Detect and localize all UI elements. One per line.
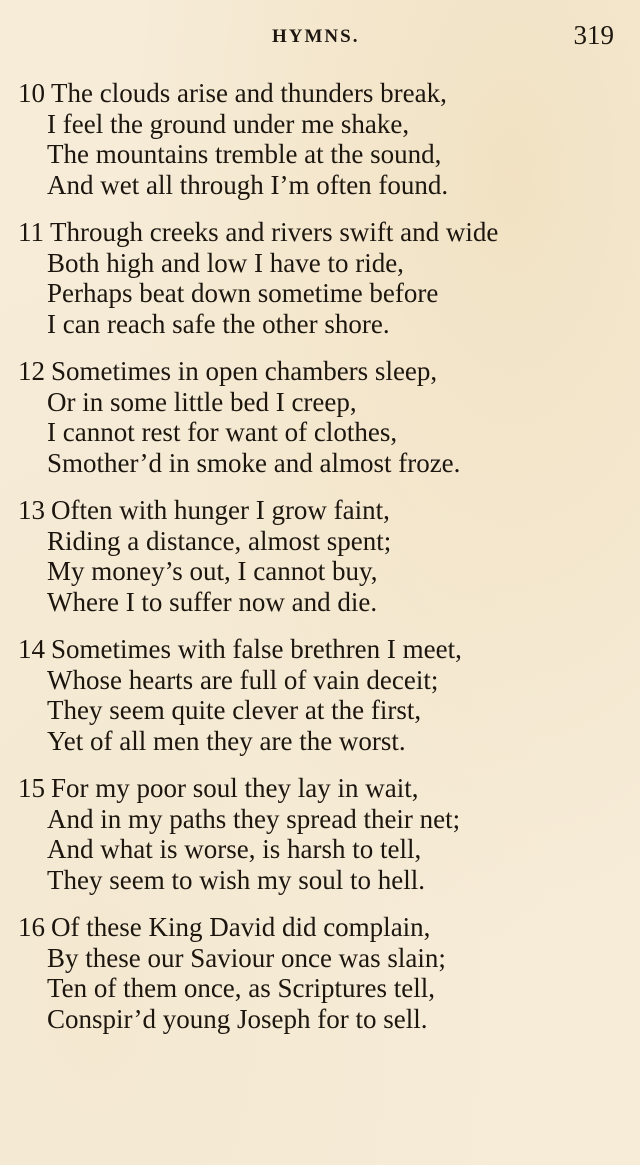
verse-line: For my poor soul they lay in wait, [51,773,419,803]
verse-line: Sometimes with false brethren I meet, [51,634,462,664]
stanza-number: 15 [18,773,45,803]
stanza-number: 12 [18,356,45,386]
verse-line: Where I to suffer now and die. [47,586,378,617]
verse-line: Often with hunger I grow faint, [51,495,390,525]
verse-line: The clouds arise and thunders break, [51,78,447,108]
stanza-15 [18,773,628,895]
verse-line: Perhaps beat down sometime before [47,278,439,308]
page-number: 319 [573,20,614,50]
stanza-first-line [18,634,628,665]
verse-line: And what is worse, is harsh to tell, [47,834,422,864]
running-head: HYMNS. [272,26,360,47]
stanza-10 [18,78,628,200]
verse-line: Riding a distance, almost spent; [47,525,392,556]
verse-line: Of these King David did complain, [51,912,431,942]
stanza-number: 13 [18,495,45,525]
verse-line: The mountains tremble at the sound, [47,139,442,169]
verse-line: Sometimes in open chambers sleep, [51,356,438,386]
verse-line: I can reach safe the other shore. [47,308,390,339]
hymn-stanzas [18,78,628,1051]
stanza-number: 14 [18,634,45,664]
stanza-first-line [18,356,628,387]
verse-line: Both high and low I have to ride, [47,247,404,278]
stanza-number: 10 [18,78,45,108]
stanza-11 [18,217,628,339]
verse-line: Smother’d in smoke and almost froze. [47,447,461,478]
verse-line: And in my paths they spread their net; [47,803,461,834]
stanza-first-line [18,773,628,804]
stanza-first-line [18,495,628,526]
verse-line: Through creeks and rivers swift and wide [50,217,499,247]
verse-line: Yet of all men they are the worst. [47,725,406,756]
stanza-first-line [18,912,628,943]
stanza-12 [18,356,628,478]
stanza-13 [18,495,628,617]
stanza-16 [18,912,628,1034]
verse-line: By these our Saviour once was slain; [47,942,446,973]
stanza-first-line [18,217,628,248]
verse-line: They seem quite clever at the first, [47,695,422,725]
verse-line: They seem to wish my soul to hell. [47,864,425,895]
stanza-14 [18,634,628,756]
verse-line: Or in some little bed I creep, [47,386,357,417]
verse-line: Conspir’d young Joseph for to sell. [47,1003,428,1034]
verse-line: And wet all through I’m often found. [47,169,449,200]
verse-line: I feel the ground under me shake, [47,108,410,139]
verse-line: Whose hearts are full of vain deceit; [47,664,439,695]
verse-line: Ten of them once, as Scriptures tell, [47,973,435,1003]
verse-line: I cannot rest for want of clothes, [47,417,398,447]
stanza-number: 16 [18,912,45,942]
stanza-first-line [18,78,628,109]
stanza-number: 11 [18,217,44,247]
verse-line: My money’s out, I cannot buy, [47,556,378,586]
